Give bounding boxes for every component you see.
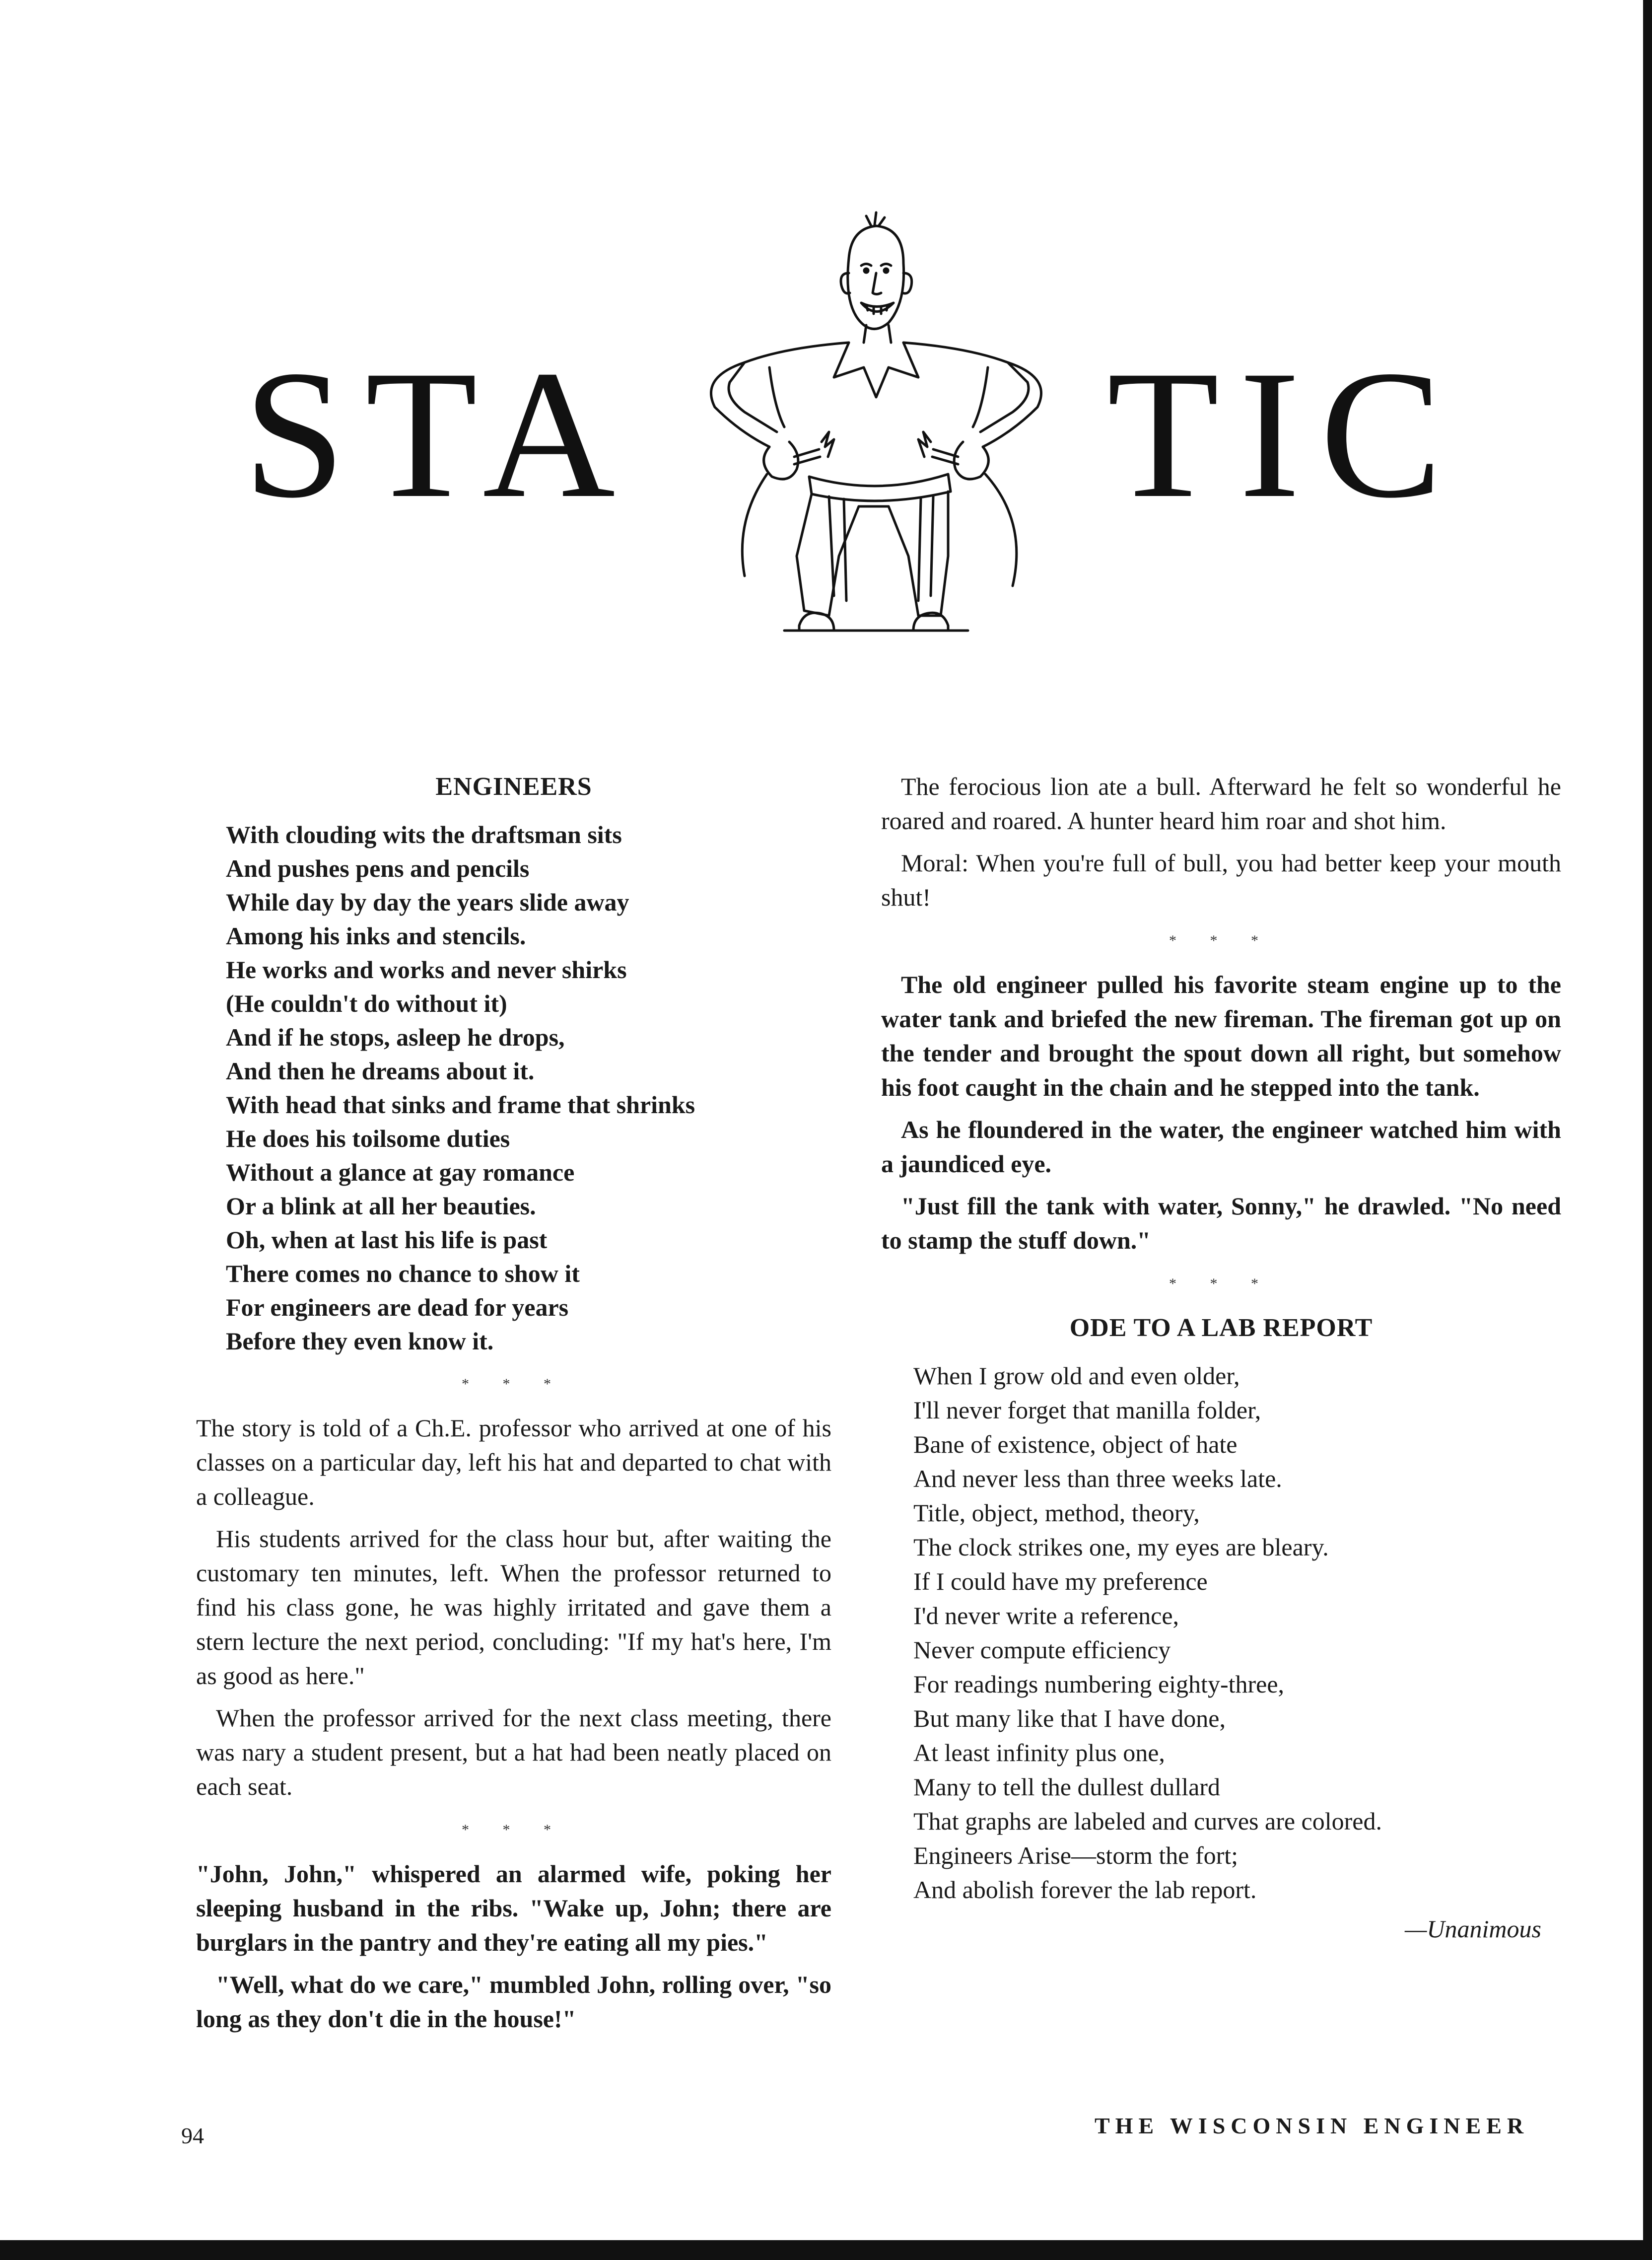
poem-line: But many like that I have done, — [913, 1704, 1226, 1732]
poem-line: When I grow old and even older, — [913, 1362, 1240, 1390]
poem-line: Engineers Arise—storm the fort; — [913, 1841, 1239, 1869]
left-column — [196, 770, 831, 2044]
right-column — [881, 770, 1561, 1946]
lion-story-paragraph: The ferocious lion ate a bull. Afterward he felt so wonderful he roared and roared. A hunter heard him roar and shot him. — [881, 773, 1561, 835]
john-joke-paragraph: "Well, what do we care," mumbled John, rolling over, "so long as they don't die in the house!" — [196, 1971, 831, 2033]
professor-story-paragraph: When the professor arrived for the next class meeting, there was nary a student present, but a hat had been neatly placed on each seat. — [196, 1704, 831, 1800]
poem-line: Before they even know it. — [226, 1327, 494, 1355]
poem-line: If I could have my preference — [913, 1567, 1208, 1595]
separator-stars: * * * — [1169, 932, 1273, 949]
cartoon-man-static-icon — [670, 199, 1092, 685]
poem-line: He does his toilsome duties — [226, 1125, 510, 1152]
poem-line: Without a glance at gay romance — [226, 1158, 575, 1186]
engineers-poem — [196, 818, 831, 1358]
poem-line: I'd never write a reference, — [913, 1602, 1179, 1629]
poem-line: For engineers are dead for years — [226, 1293, 569, 1321]
poem-line: With clouding wits the draftsman sits — [226, 821, 622, 848]
magazine-name: THE WISCONSIN ENGINEER — [1095, 2113, 1529, 2138]
ode-heading: ODE TO A LAB REPORT — [1069, 1314, 1373, 1342]
ode-poem — [881, 1359, 1561, 1907]
poem-line: Bane of existence, object of hate — [913, 1430, 1238, 1458]
scan-edge-bottom — [0, 2240, 1652, 2260]
poem-line: He works and works and never shirks — [226, 956, 627, 984]
engineer-joke-paragraph: The old engineer pulled his favorite steam engine up to the water tank and briefed the new fireman. The fireman got up on the tender and brought the spout down all right, but somehow his foot caught in the chain and he stepped into the tank. — [881, 971, 1561, 1101]
separator-stars: * * * — [462, 1822, 566, 1838]
separator-stars: * * * — [1169, 1275, 1273, 1292]
poem-line: Title, object, method, theory, — [913, 1499, 1200, 1527]
poem-line: There comes no chance to show it — [226, 1260, 580, 1287]
poem-line: And pushes pens and pencils — [226, 854, 530, 882]
poem-line: And then he dreams about it. — [226, 1057, 535, 1085]
engineers-heading: ENGINEERS — [435, 773, 592, 801]
poem-line: Never compute efficiency — [913, 1636, 1171, 1664]
professor-story-paragraph: His students arrived for the class hour but, after waiting the customary ten minutes, left. When the professor returned to find his class gone, he was highly irritated and gave them a stern lecture the next period, concluding: "If my hat's here, I'm as good as here." — [196, 1525, 831, 1690]
poem-line: (He couldn't do without it) — [226, 989, 507, 1017]
poem-line: And abolish forever the lab report. — [913, 1876, 1257, 1904]
poem-line: The clock strikes one, my eyes are bleary. — [913, 1533, 1329, 1561]
separator-stars: * * * — [462, 1376, 566, 1392]
poem-line: And never less than three weeks late. — [913, 1465, 1282, 1492]
poem-line: That graphs are labeled and curves are colored. — [913, 1807, 1382, 1835]
poem-line: I'll never forget that manilla folder, — [913, 1396, 1261, 1424]
poem-line: Or a blink at all her beauties. — [226, 1192, 536, 1220]
title-left: STA — [243, 333, 635, 536]
poem-line: Among his inks and stencils. — [226, 922, 526, 950]
engineer-joke-paragraph: "Just fill the tank with water, Sonny," he drawled. "No need to stamp the stuff down." — [881, 1192, 1561, 1254]
poem-line: Oh, when at last his life is past — [226, 1226, 548, 1254]
ode-signature: —Unanimous — [1404, 1915, 1541, 1943]
poem-line: Many to tell the dullest dullard — [913, 1773, 1220, 1801]
title-right: TIC — [1107, 333, 1463, 536]
john-joke-paragraph: "John, John," whispered an alarmed wife, poking her sleeping husband in the ribs. "Wake up, John; there are burglars in the pantry and they're eating all my pies." — [196, 1860, 831, 1956]
engineer-joke-paragraph: As he floundered in the water, the engineer watched him with a jaundiced eye. — [881, 1116, 1561, 1178]
professor-story-paragraph: The story is told of a Ch.E. professor who arrived at one of his classes on a particular day, left his hat and departed to chat with a colleague. — [196, 1414, 831, 1510]
poem-line: While day by day the years slide away — [226, 888, 629, 916]
page-number: 94 — [181, 2123, 204, 2148]
lion-story-paragraph: Moral: When you're full of bull, you had better keep your mouth shut! — [881, 849, 1561, 911]
poem-line: At least infinity plus one, — [913, 1739, 1165, 1766]
scan-edge-right — [1643, 0, 1652, 2260]
poem-line: With head that sinks and frame that shrinks — [226, 1091, 695, 1119]
poem-line: For readings numbering eighty-three, — [913, 1670, 1285, 1698]
poem-line: And if he stops, asleep he drops, — [226, 1023, 565, 1051]
